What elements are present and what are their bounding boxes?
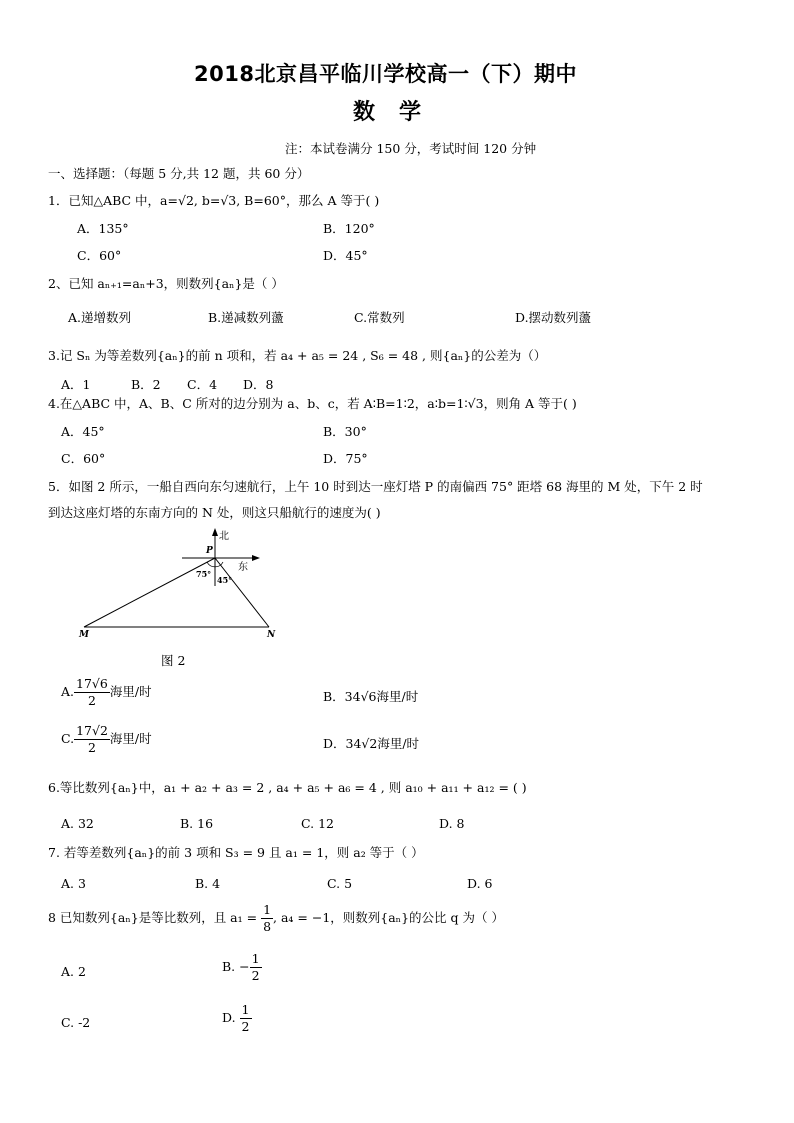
q8-option-b-numerator: 1 (251, 951, 260, 966)
q5-option-a-letter: A. (61, 684, 75, 699)
q8-option-d-letter: D. (222, 1010, 236, 1025)
q5-option-a (61, 678, 152, 707)
question-3: 3.记 Sₙ 为等差数列{aₙ}的前 n 项和，若 a₄ + a₅ = 24 , S₆ = 48 , 则{aₙ}的公差为（） (48, 348, 547, 363)
q5-option-d: D．34√2海里/时 (323, 736, 420, 751)
q5-option-c-unit: 海里/时 (109, 731, 152, 746)
label-east: 东 (238, 562, 248, 573)
q4-option-a: A．45° (61, 424, 105, 439)
q8-option-b-sign: − (239, 959, 250, 974)
q5-option-a-denominator: 2 (87, 692, 96, 708)
q8-option-b-fraction (250, 953, 262, 982)
q5-option-c-letter: C. (61, 731, 75, 746)
question-5-line-1: 5．如图 2 所示，一船自西向东匀速航行，上午 10 时到达一座灯塔 P 的南偏西 75° 距塔 68 海里的 M 处，下午 2 时 (48, 479, 703, 494)
question-8 (48, 904, 504, 933)
q8-fraction (261, 904, 273, 933)
q5-option-a-unit: 海里/时 (109, 684, 152, 699)
q5-option-b: B．34√6海里/时 (323, 689, 419, 704)
q8-text-pre: 8 已知数列{aₙ}是等比数列，且 a₁ = (48, 910, 258, 925)
q5-option-c-numerator: 17√2 (76, 723, 108, 738)
q8-option-a: A. 2 (61, 964, 86, 979)
label-n: N (267, 630, 276, 640)
q8-option-d-numerator: 1 (241, 1002, 250, 1017)
q7-option-c: C. 5 (327, 876, 353, 891)
q7-option-a: A. 3 (61, 876, 86, 891)
q8-option-b-denominator: 2 (251, 967, 260, 983)
q4-option-c: C．60° (61, 451, 106, 466)
q3-option-a: A．1 (61, 377, 91, 392)
q4-option-b: B．30° (323, 424, 367, 439)
q5-option-c-fraction (74, 725, 110, 754)
q5-option-c-denominator: 2 (88, 739, 96, 755)
q8-option-b-letter: B. (222, 959, 236, 974)
exam-note: 注：本试卷满分 150 分，考试时间 120 分钟 (285, 141, 537, 156)
question-5-line-2: 到达这座灯塔的东南方向的 N 处，则这只船航行的速度为( ) (48, 505, 381, 520)
q6-option-b: B. 16 (180, 816, 214, 831)
q4-option-d: D．75° (323, 451, 368, 466)
q2-option-a: A.递增数列 (68, 310, 132, 325)
q8-option-d-fraction (240, 1004, 252, 1033)
q8-option-d (222, 1004, 252, 1033)
label-p: P (206, 546, 213, 556)
question-7: 7. 若等差数列{aₙ}的前 3 项和 S₃ = 9 且 a₁ = 1，则 a₂ 等于（ ） (48, 845, 424, 860)
q2-option-c: C.常数列 (354, 310, 405, 325)
question-6: 6.等比数列{aₙ}中，a₁ + a₂ + a₃ = 2 , a₄ + a₅ + a₆ = 4 , 则 a₁₀ + a₁₁ + a₁₂ = ( ) (48, 780, 527, 795)
q1-option-d: D．45° (323, 248, 368, 263)
q8-option-d-denominator: 2 (241, 1018, 250, 1034)
q2-option-d: D.摆动数列蘯 (515, 310, 592, 325)
label-angle-45: 45° (217, 575, 233, 585)
label-angle-75: 75° (196, 569, 212, 579)
q6-option-c: C. 12 (301, 816, 334, 831)
north-arrow-icon (212, 528, 218, 536)
q3-option-c: C．4 (187, 377, 218, 392)
east-arrow-icon (252, 555, 260, 561)
question-2: 2、已知 aₙ₊₁=aₙ+3，则数列{aₙ}是（ ） (48, 276, 284, 291)
q6-option-a: A. 32 (61, 816, 94, 831)
q2-option-b: B.递减数列蘯 (208, 310, 284, 325)
q6-option-d: D. 8 (439, 816, 465, 831)
q1-option-c: C．60° (77, 248, 122, 263)
q8-numerator: 1 (263, 902, 272, 917)
subject-title: 数学 (353, 100, 446, 125)
label-north: 北 (219, 531, 229, 542)
q8-option-b (222, 953, 262, 982)
question-1: 1．已知△ABC 中，a=√2, b=√3, B=60°，那么 A 等于( ) (48, 193, 380, 208)
figure-2-diagram (70, 528, 290, 643)
figure-caption: 图 2 (161, 653, 186, 668)
page-title: 2018北京昌平临川学校高一（下）期中 (194, 62, 577, 86)
q5-option-a-fraction (74, 678, 110, 707)
question-4: 4.在△ABC 中，A、B、C 所对的边分别为 a、b、c，若 A∶B=1∶2，a∶b=1∶√3，则角 A 等于( ) (48, 396, 577, 411)
q1-option-b: B．120° (323, 221, 375, 236)
q5-option-a-numerator: 17√6 (76, 676, 108, 691)
q3-option-b: B．2 (131, 377, 161, 392)
q7-option-d: D. 6 (467, 876, 493, 891)
q1-option-a: A．135° (77, 221, 129, 236)
q8-denominator: 8 (263, 918, 272, 934)
q3-option-d: D．8 (243, 377, 274, 392)
q8-option-c: C. -2 (61, 1015, 91, 1030)
q7-option-b: B. 4 (195, 876, 221, 891)
label-m: M (79, 630, 89, 640)
q5-option-c (61, 725, 152, 754)
section-heading: 一、选择题：（每题 5 分,共 12 题，共 60 分） (48, 166, 310, 181)
q8-text-post: , a₄ = −1，则数列{aₙ}的公比 q 为（ ） (273, 910, 504, 925)
